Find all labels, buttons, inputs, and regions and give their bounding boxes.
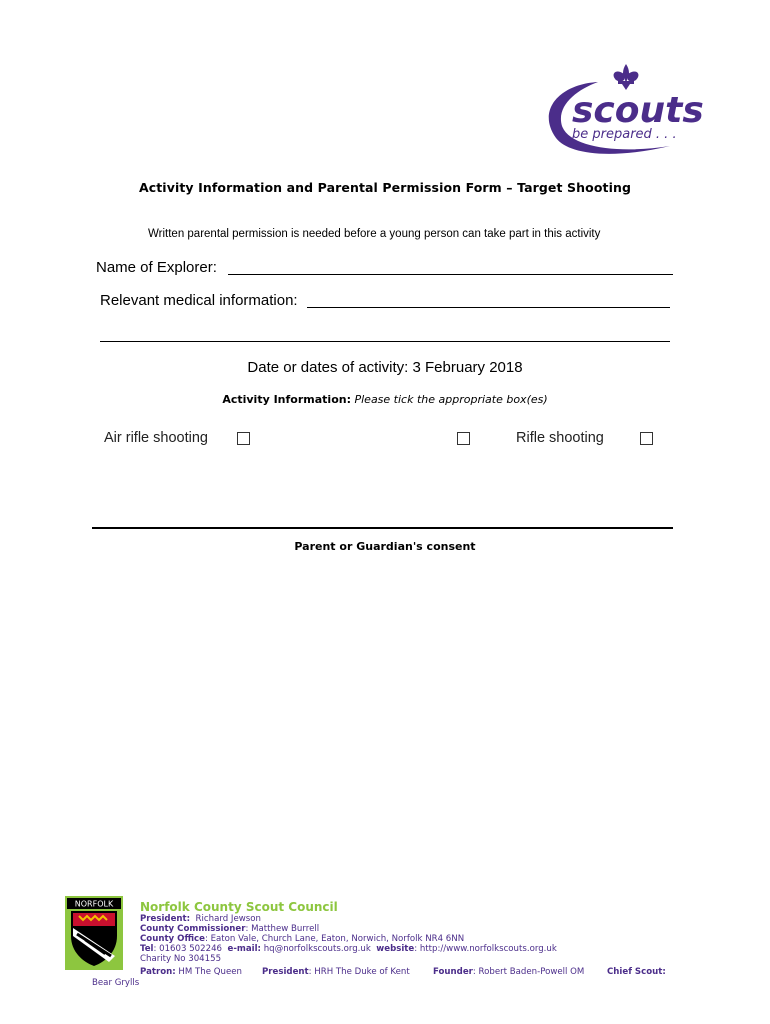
office-label: County Office <box>140 934 205 944</box>
website-label: website <box>376 944 415 954</box>
medical-input-line-2[interactable] <box>100 341 670 342</box>
scouts-logo <box>540 60 720 162</box>
option-rifle-label: Rifle shooting <box>516 430 604 446</box>
footer-chief-scout <box>607 967 666 977</box>
chief-scout-label: Chief Scout: <box>607 967 666 977</box>
chief-scout-name: Bear Grylls <box>92 978 140 988</box>
activity-info-label: Activity Information: <box>222 393 351 406</box>
fleur-de-lis-icon <box>614 64 639 90</box>
footer-commissioner <box>140 924 319 934</box>
scouts-wordmark: scouts <box>572 90 704 131</box>
blank-checkbox[interactable] <box>457 432 470 445</box>
norfolk-crest <box>65 896 123 970</box>
consent-heading: Parent or Guardian's consent <box>294 540 476 553</box>
commissioner-label: County Commissioner <box>140 924 246 934</box>
website-link[interactable]: : http://www.norfolkscouts.org.uk <box>414 944 557 954</box>
email-link[interactable]: hq@norfolkscouts.org.uk <box>263 944 371 954</box>
council-name: Norfolk County Scout Council <box>140 900 338 914</box>
president-name: Richard Jewson <box>195 914 261 924</box>
commissioner-name: : Matthew Burrell <box>245 924 320 934</box>
norfolk-crest-graphic <box>65 896 123 970</box>
activity-info <box>0 393 770 406</box>
president2-label: President <box>262 967 309 977</box>
patron-name: HM The Queen <box>178 967 242 977</box>
footer-charity: Charity No 304155 <box>140 954 222 964</box>
medical-input-line[interactable] <box>307 307 670 308</box>
footer-president-2 <box>262 967 410 977</box>
option-air-rifle-label: Air rifle shooting <box>104 430 208 446</box>
form-title: Activity Information and Parental Permission Form – Target Shooting <box>138 180 632 195</box>
tel-number: : 01603 502246 <box>153 944 223 954</box>
president-label: President: <box>140 914 191 924</box>
section-divider <box>92 527 673 529</box>
president2-name: : HRH The Duke of Kent <box>308 967 410 977</box>
name-label: Name of Explorer: <box>96 259 217 276</box>
footer-office <box>140 934 464 944</box>
form-subtitle: Written parental permission is needed before a young person can take part in this activity <box>148 228 601 240</box>
name-input-line[interactable] <box>228 274 673 275</box>
scouts-tagline: be prepared . . . <box>572 127 677 142</box>
activity-info-hint: Please tick the appropriate box(es) <box>354 393 548 406</box>
crest-label: NORFOLK <box>74 899 114 909</box>
medical-label: Relevant medical information: <box>100 292 298 309</box>
activity-date: Date or dates of activity: 3 February 2018 <box>247 359 523 376</box>
footer-founder <box>433 967 584 977</box>
founder-label: Founder <box>433 967 473 977</box>
footer-patron <box>140 967 242 977</box>
footer-president <box>140 914 261 924</box>
rifle-checkbox[interactable] <box>640 432 653 445</box>
footer-contact <box>140 944 557 954</box>
scouts-logo-graphic <box>540 60 720 162</box>
office-address: : Eaton Vale, Church Lane, Eaton, Norwich, Norfolk NR4 6NN <box>204 934 465 944</box>
email-label: e-mail: <box>227 944 261 954</box>
tel-label: Tel <box>140 944 154 954</box>
patron-label: Patron: <box>140 967 176 977</box>
air-rifle-checkbox[interactable] <box>237 432 250 445</box>
founder-name: : Robert Baden-Powell OM <box>472 967 585 977</box>
